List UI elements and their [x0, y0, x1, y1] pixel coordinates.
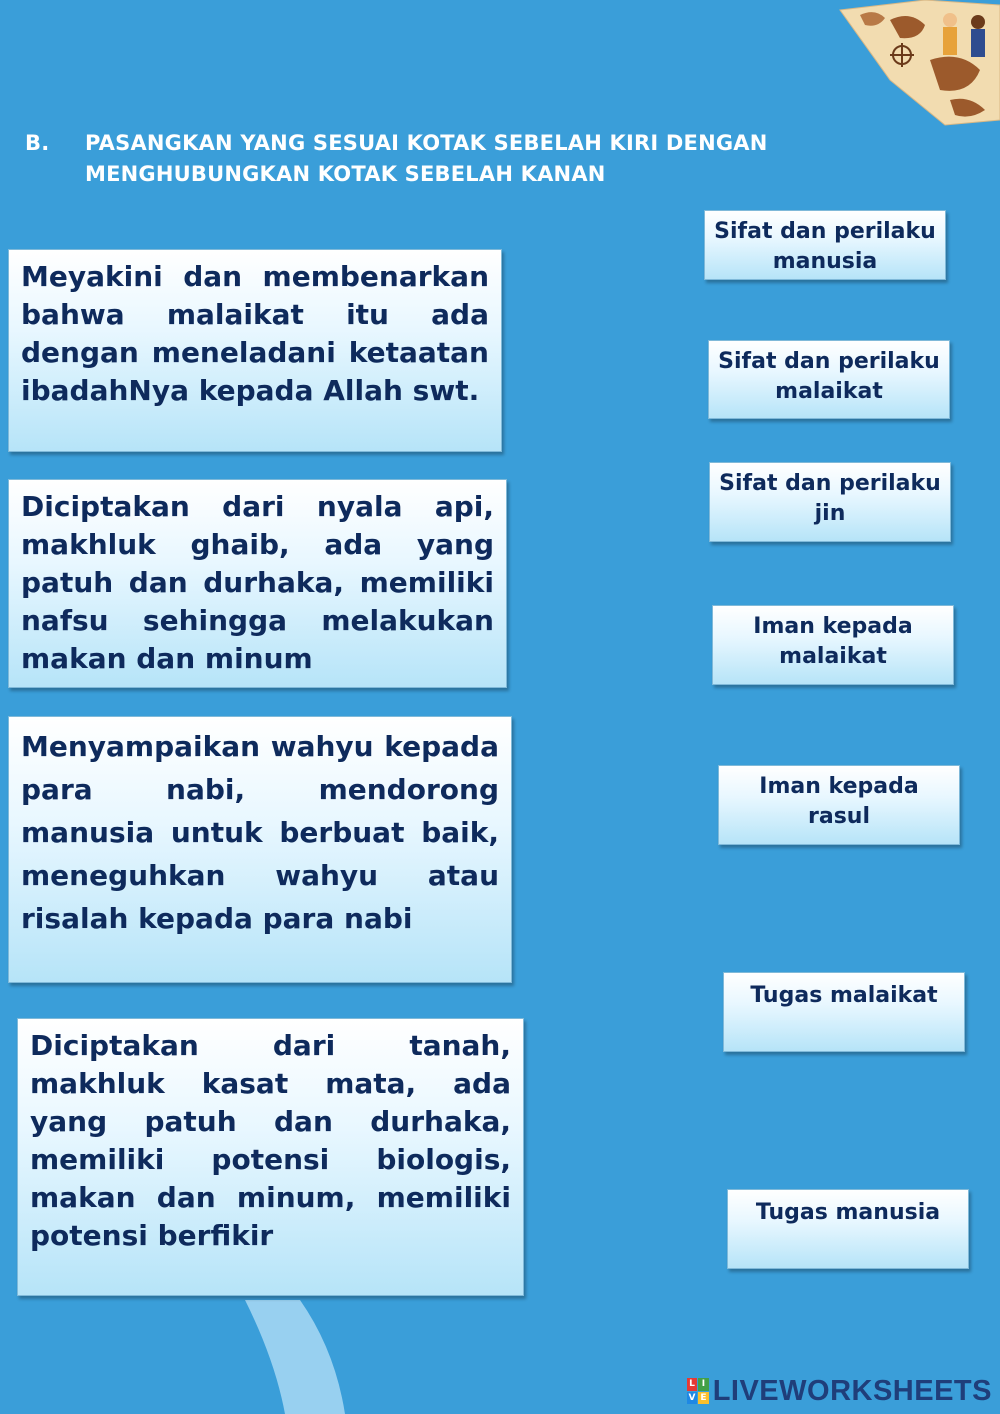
- right-item-5[interactable]: Iman kepada rasul: [718, 765, 960, 845]
- right-item-2[interactable]: Sifat dan perilaku malaikat: [708, 340, 950, 419]
- left-item-4[interactable]: Diciptakan dari tanah, makhluk kasat mata, ada yang patuh dan durhaka, memiliki potensi biologis, makan dan minum, memiliki potensi berfikir: [17, 1018, 524, 1296]
- liveworksheets-watermark: [687, 1374, 992, 1408]
- watermark-text: LIVEWORKSHEETS: [712, 1374, 992, 1407]
- liveworksheets-logo-icon: L I V E: [687, 1378, 709, 1404]
- right-item-1[interactable]: Sifat dan perilaku manusia: [704, 210, 946, 280]
- right-item-6[interactable]: Tugas malaikat: [723, 972, 965, 1052]
- left-item-3[interactable]: Menyampaikan wahyu kepada para nabi, mendorong manusia untuk berbuat baik, meneguhkan wahyu atau risalah kepada para nabi: [8, 716, 512, 983]
- right-item-4[interactable]: Iman kepada malaikat: [712, 605, 954, 685]
- instruction-text: PASANGKAN YANG SESUAI KOTAK SEBELAH KIRI DENGAN MENGHUBUNGKAN KOTAK SEBELAH KANAN: [85, 131, 768, 186]
- left-item-2[interactable]: Diciptakan dari nyala api, makhluk ghaib, ada yang patuh dan durhaka, memiliki nafsu sehingga melakukan makan dan minum: [8, 479, 507, 688]
- instruction-number: B.: [25, 131, 50, 155]
- right-item-7[interactable]: Tugas manusia: [727, 1189, 969, 1269]
- left-item-1[interactable]: Meyakini dan membenarkan bahwa malaikat itu ada dengan meneladani ketaatan ibadahNya kepada Allah swt.: [8, 249, 502, 452]
- map-illustration: [830, 0, 1000, 130]
- instruction: [25, 128, 845, 190]
- right-item-3[interactable]: Sifat dan perilaku jin: [709, 462, 951, 542]
